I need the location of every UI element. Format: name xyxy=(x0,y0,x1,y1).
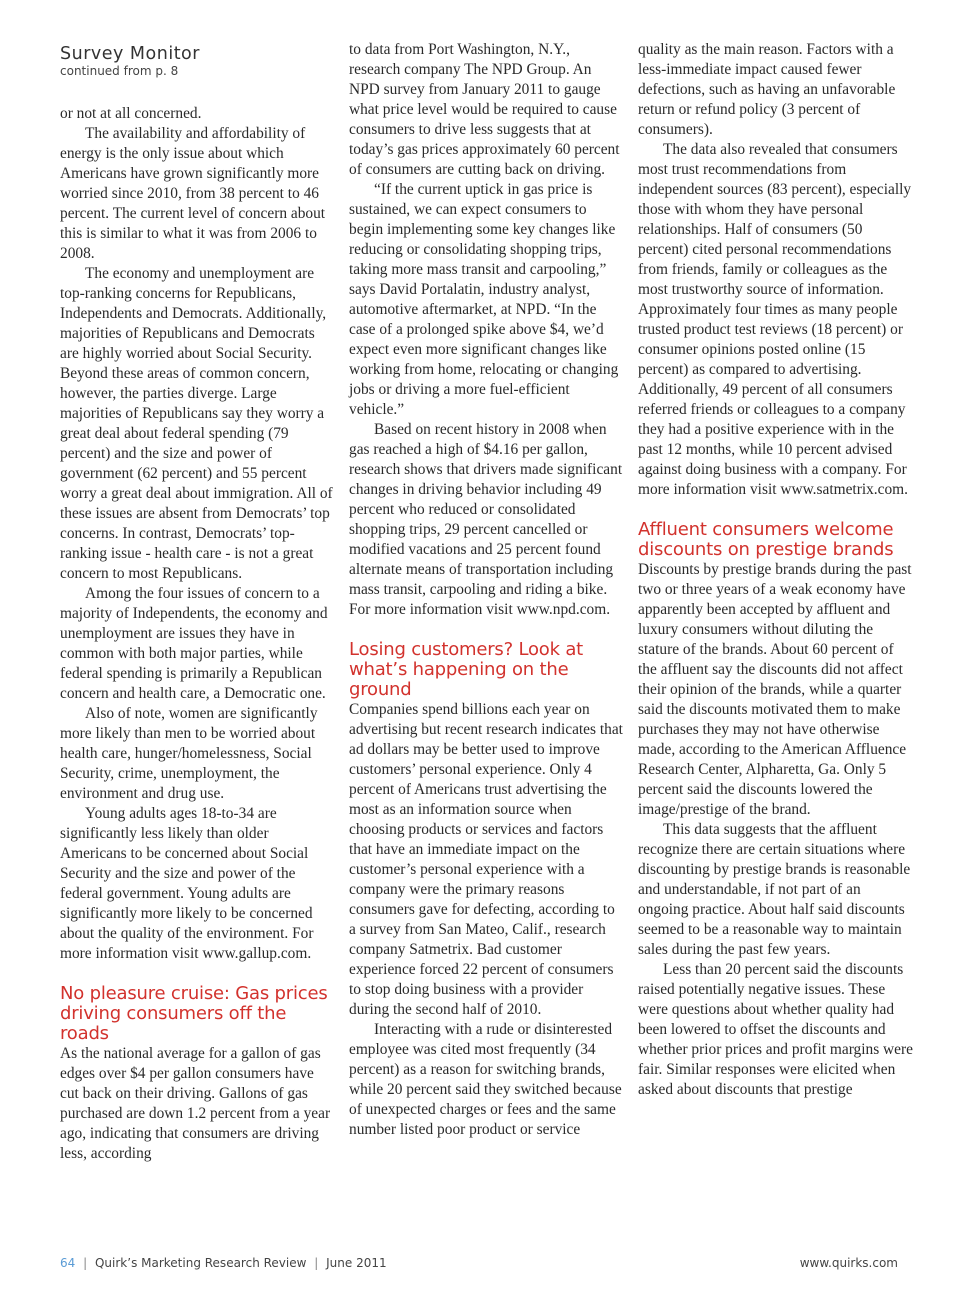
body-paragraph: “If the current uptick in gas price is sustained, we can expect consumers to begin implementing some key changes like reducing or consolidating shopping trips, taking more mass transit and carpooling,” says David Portalatin, industry analyst, automotive aftermarket, at NPD. “In the case of a prolonged spike above $4, we’d expect even more significant changes like working from home, relocating or changing jobs or driving a more fuel-efficient vehicle.” xyxy=(349,181,619,418)
body-paragraph: Less than 20 percent said the discounts raised potentially negative issues. These were questions about whether quality had been lowered to offset the discounts and whether prior prices and profit margins were fair. Similar responses were elicited when asked about discounts that prestige xyxy=(638,961,913,1098)
page-footer xyxy=(60,1256,898,1276)
website-link[interactable]: www.quirks.com xyxy=(799,1256,898,1270)
body-paragraph: This data suggests that the affluent recognize there are certain situations where discounting by prestige brands is reasonable and understandable, if not part of an ongoing practice. About half said discounts seemed to be a reasonable way to maintain sales during the past few years. xyxy=(638,821,911,958)
article-column-1 xyxy=(60,40,335,1164)
body-paragraph: Also of note, women are significantly more likely than men to be worried about health care, hunger/homelessness, Social Security, crime, unemployment, the environment and drug use. xyxy=(60,705,318,802)
body-paragraph: The availability and affordability of energy is the only issue about which Americans have grown significantly more worried since 2010, from 38 percent to 46 percent. The current level of concern about this is similar to what it was from 2006 to 2008. xyxy=(60,125,326,262)
section-label: Survey Monitor xyxy=(60,44,200,64)
body-paragraph: Discounts by prestige brands during the past two or three years of a weak economy have apparently been accepted by affluent and luxury consumers without diluting the stature of the brands. About 60 percent of the affluent say the discounts did not affect their opinion of the brands, while a quarter said the discounts motivated them to make purchases they may not have otherwise made, according to the American Affluence Research Center, Alpharetta, Ga. Only 5 percent said the discounts lowered the image/prestige of the brand. xyxy=(638,561,912,818)
publication-name: Quirk’s Marketing Research Review xyxy=(94,1256,307,1270)
article-headline-losing-customers: Losing customers? Look at what’s happening on the ground xyxy=(349,639,584,700)
continued-note: continued from p. 8 xyxy=(60,64,179,78)
body-paragraph: or not at all concerned. xyxy=(60,105,202,122)
body-paragraph: to data from Port Washington, N.Y., research company The NPD Group. An NPD survey from January 2011 to gauge what price level would be required to cause consumers to drive less suggests that at today’s gas prices approximately 60 percent of consumers are cutting back on driving. xyxy=(349,41,620,178)
body-paragraph: Young adults ages 18-to-34 are significantly less likely than older Americans to be concerned about Social Security and the size and power of the federal government. Young adults are significantly more likely to be concerned about the quality of the environment. For more information visit www.gallup.com. xyxy=(60,805,314,962)
body-paragraph: Based on recent history in 2008 when gas reached a high of $4.16 per gallon, research shows that drivers made significant changes in driving behavior including 49 percent who reduced or consolidated shopping trips, 29 percent cancelled or modified vacations and 25 percent found alternate means of transportation including mass transit, carpooling and riding a bike. For more information visit www.npd.com. xyxy=(349,421,623,618)
page-number: 64 xyxy=(60,1256,76,1270)
body-paragraph: The economy and unemployment are top-ranking concerns for Republicans, Independents and Democrats. Additionally, majorities of Republicans and Democrats are highly worried about Social Security. Beyond these areas of common concern, however, the parties diverge. Large majorities of Republicans say they worry a great deal about federal spending (79 percent) and the size and power of government (62 percent) and 55 percent worry a great deal about immigration. All of these issues are absent from Democrats’ top concerns. In contrast, Democrats’ top-ranking issue - health care - is not a great concern to most Republicans. xyxy=(60,265,333,582)
body-paragraph: As the national average for a gallon of gas edges over $4 per gallon consumers have cut back on their driving. Gallons of gas purchased are down 1.2 percent from a year ago, indicating that consumers are driving less, according xyxy=(60,1045,331,1162)
footer-separator: | xyxy=(314,1256,319,1270)
body-paragraph: Companies spend billions each year on advertising but recent research indicates that ad dollars may be better used to improve customers’ personal experience. Only 4 percent of Americans trust advertising the most as an information source when choosing products or services and factors that have an immediate impact on the customer’s personal experience with a company were the primary reasons consumers gave for defecting, according to a survey from San Mateo, Calif., research company Satmetrix. Bad customer experience forced 22 percent of consumers to stop doing business with a provider during the second half of 2010. xyxy=(349,701,623,1018)
article-column-2 xyxy=(349,40,624,1140)
article-headline-affluent-consumers: Affluent consumers welcome discounts on prestige brands xyxy=(638,519,894,560)
body-paragraph: Interacting with a rude or disinterested employee was cited most frequently (34 percent) as a reason for switching brands, while 20 percent said they switched because of unexpected charges or fees and the same number listed poor product or service xyxy=(349,1021,622,1138)
article-column-3 xyxy=(638,40,913,1100)
body-paragraph: Among the four issues of concern to a majority of Independents, the economy and unemployment are issues they have in common with both major parties, while federal spending is primarily a Republican concern and health care, a Democratic one. xyxy=(60,585,328,702)
body-paragraph: quality as the main reason. Factors with a less-immediate impact caused fewer defections, such as having an unfavorable return or refund policy (3 percent of consumers). xyxy=(638,41,896,138)
body-paragraph: The data also revealed that consumers most trust recommendations from independent sources (83 percent), especially those with whom they have personal relationships. Half of consumers (50 percent) cited personal recommendations from friends, family or colleagues as the most trustworthy source of information. Approximately four times as many people trusted product test reviews (18 percent) or consumer opinions posted online (15 percent) as compared to advertising. Additionally, 49 percent of all consumers referred friends or colleagues to a company they had a positive experience with in the past 12 months, while 10 percent advised against doing business with a company. For more information visit www.satmetrix.com. xyxy=(638,141,912,498)
article-headline-gas-prices: No pleasure cruise: Gas prices driving consumers off the roads xyxy=(60,983,328,1044)
issue-date: June 2011 xyxy=(326,1256,387,1270)
footer-separator: | xyxy=(83,1256,88,1270)
